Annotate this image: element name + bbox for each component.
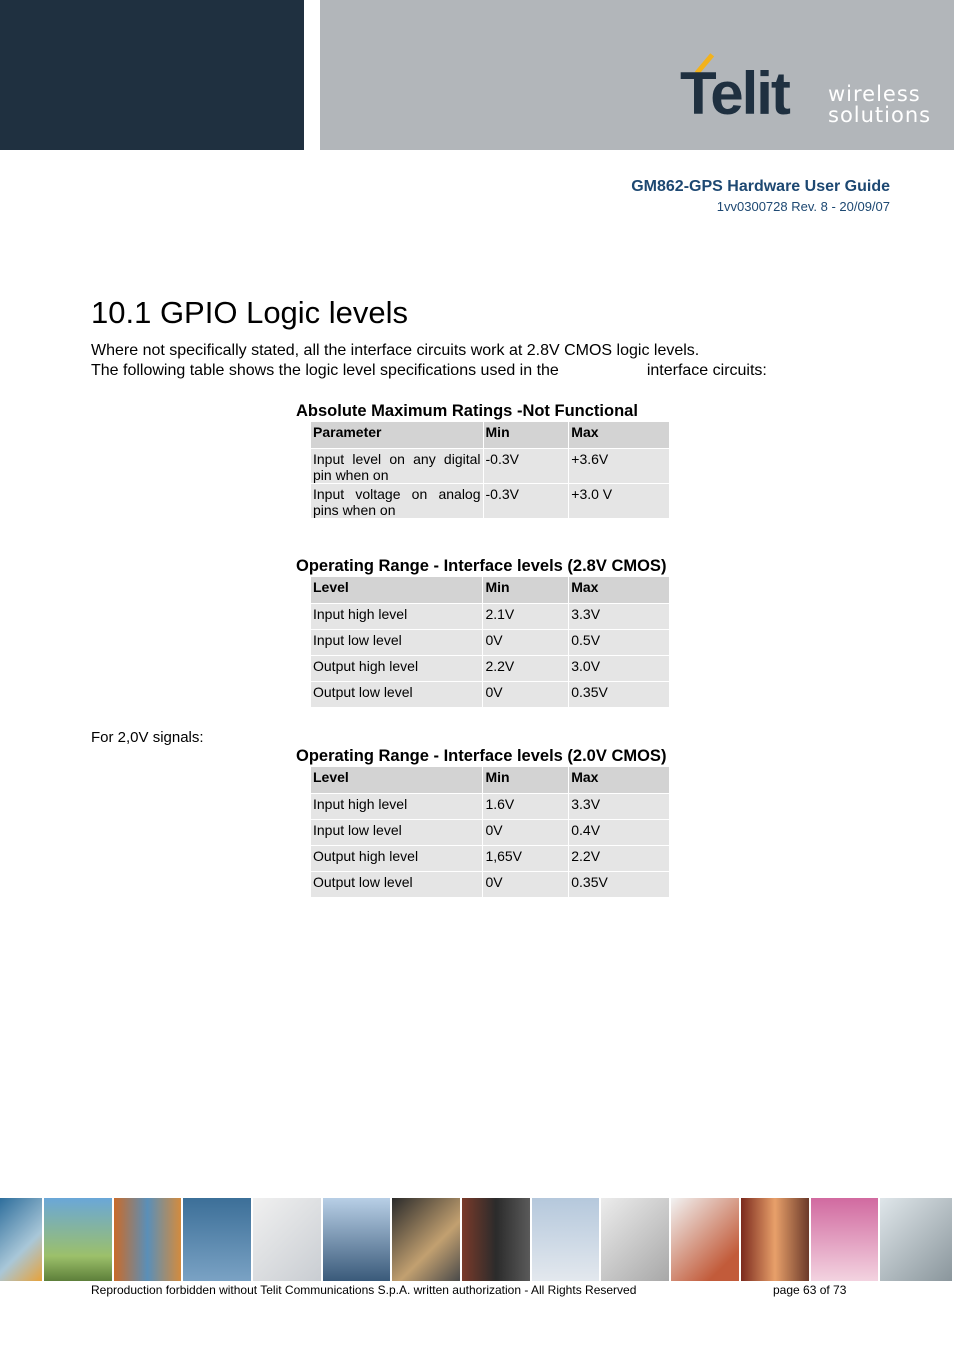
- table-cell: 3.3V: [569, 794, 670, 820]
- table-row: [311, 449, 670, 484]
- table-cell: Input low level: [311, 630, 483, 656]
- signals-2v-label: For 2,0V signals:: [91, 729, 204, 746]
- footer-photo: [183, 1198, 251, 1281]
- header-cell: Max: [569, 767, 670, 794]
- logo-tagline-line1: wireless: [828, 82, 921, 106]
- table-cell: 2.2V: [483, 656, 569, 682]
- table-cell: 0V: [483, 630, 569, 656]
- table-cell: 2.1V: [483, 604, 569, 630]
- footer-photo: [462, 1198, 530, 1281]
- table-intro-paragraph: [91, 362, 767, 380]
- table-cell: -0.3V: [483, 484, 569, 519]
- table-cell: -0.3V: [483, 449, 569, 484]
- table-cell: 0.5V: [569, 630, 670, 656]
- table-cell: Output low level: [311, 872, 483, 898]
- table-cell: 3.0V: [569, 656, 670, 682]
- section-heading: 10.1 GPIO Logic levels: [91, 295, 409, 330]
- table-cell: Input level on any digital pin when on: [311, 449, 484, 484]
- table-cell: 0.35V: [569, 872, 670, 898]
- range-28v-table: [310, 576, 670, 708]
- footer-photo: [811, 1198, 879, 1281]
- footer-photo: [880, 1198, 952, 1281]
- table-row: [311, 820, 670, 846]
- table-intro-text-a: The following table shows the logic level specifications used in the: [91, 362, 559, 379]
- table-cell: Input high level: [311, 794, 483, 820]
- table-cell: 0.35V: [569, 682, 670, 708]
- footer-photo: [741, 1198, 809, 1281]
- table-cell: Input low level: [311, 820, 483, 846]
- header-cell: Min: [483, 422, 569, 449]
- telit-logo: [680, 52, 930, 132]
- range-20v-table-title: Operating Range - Interface levels (2.0V CMOS): [296, 747, 667, 765]
- header-cell: Parameter: [311, 422, 484, 449]
- table-cell: Output high level: [311, 846, 483, 872]
- table-cell: 1,65V: [483, 846, 569, 872]
- table-header-row: [311, 422, 670, 449]
- table-row: [311, 846, 670, 872]
- footer-photo: [0, 1198, 42, 1281]
- footer-photo-strip: [0, 1198, 954, 1281]
- table-cell: 1.6V: [483, 794, 569, 820]
- header-cell: Level: [311, 767, 483, 794]
- table-row: [311, 630, 670, 656]
- abs-max-table: [310, 421, 670, 519]
- range-20v-table: [310, 766, 670, 898]
- logo-tagline-line2: solutions: [828, 103, 932, 127]
- header-cell: Max: [569, 577, 670, 604]
- table-row: [311, 604, 670, 630]
- logo-wordmark: Telit: [680, 60, 789, 127]
- table-row: [311, 872, 670, 898]
- footer-photo: [671, 1198, 739, 1281]
- range-28v-table-title: Operating Range - Interface levels (2.8V CMOS): [296, 557, 667, 575]
- document-revision: 1vv0300728 Rev. 8 - 20/09/07: [716, 199, 890, 214]
- footer-photo: [253, 1198, 321, 1281]
- intro-paragraph: Where not specifically stated, all the interface circuits work at 2.8V CMOS logic levels.: [91, 342, 700, 359]
- footer-photo: [114, 1198, 182, 1281]
- table-header-row: [311, 767, 670, 794]
- table-cell: 0V: [483, 682, 569, 708]
- table-cell: 0.4V: [569, 820, 670, 846]
- footer-photo: [392, 1198, 460, 1281]
- table-row: [311, 656, 670, 682]
- footer-copyright: Reproduction forbidden without Telit Communications S.p.A. written authorization - All Rights Reserved: [91, 1283, 637, 1297]
- table-cell: +3.0 V: [569, 484, 670, 519]
- table-row: [311, 682, 670, 708]
- footer-photo: [532, 1198, 600, 1281]
- footer-photo: [601, 1198, 669, 1281]
- table-header-row: [311, 577, 670, 604]
- table-cell: 2.2V: [569, 846, 670, 872]
- table-intro-text-b: interface circuits:: [646, 362, 767, 379]
- table-cell: Input high level: [311, 604, 483, 630]
- header-cell: Level: [311, 577, 483, 604]
- abs-max-table-title: Absolute Maximum Ratings -Not Functional: [296, 402, 638, 420]
- header-cell: Max: [569, 422, 670, 449]
- footer-page-number: page 63 of 73: [773, 1283, 847, 1297]
- logo-tagline: [828, 84, 931, 126]
- footer-photo: [44, 1198, 112, 1281]
- table-cell: 0V: [483, 872, 569, 898]
- table-cell: +3.6V: [569, 449, 670, 484]
- header-cell: Min: [483, 577, 569, 604]
- table-cell: Input voltage on analog pins when on: [311, 484, 484, 519]
- document-title: GM862-GPS Hardware User Guide: [631, 178, 890, 195]
- table-cell: 3.3V: [569, 604, 670, 630]
- table-cell: Output low level: [311, 682, 483, 708]
- footer-photo: [323, 1198, 391, 1281]
- table-cell: 0V: [483, 820, 569, 846]
- header-cell: Min: [483, 767, 569, 794]
- header-banner-dark: [0, 0, 304, 150]
- table-row: [311, 794, 670, 820]
- table-cell: Output high level: [311, 656, 483, 682]
- table-row: [311, 484, 670, 519]
